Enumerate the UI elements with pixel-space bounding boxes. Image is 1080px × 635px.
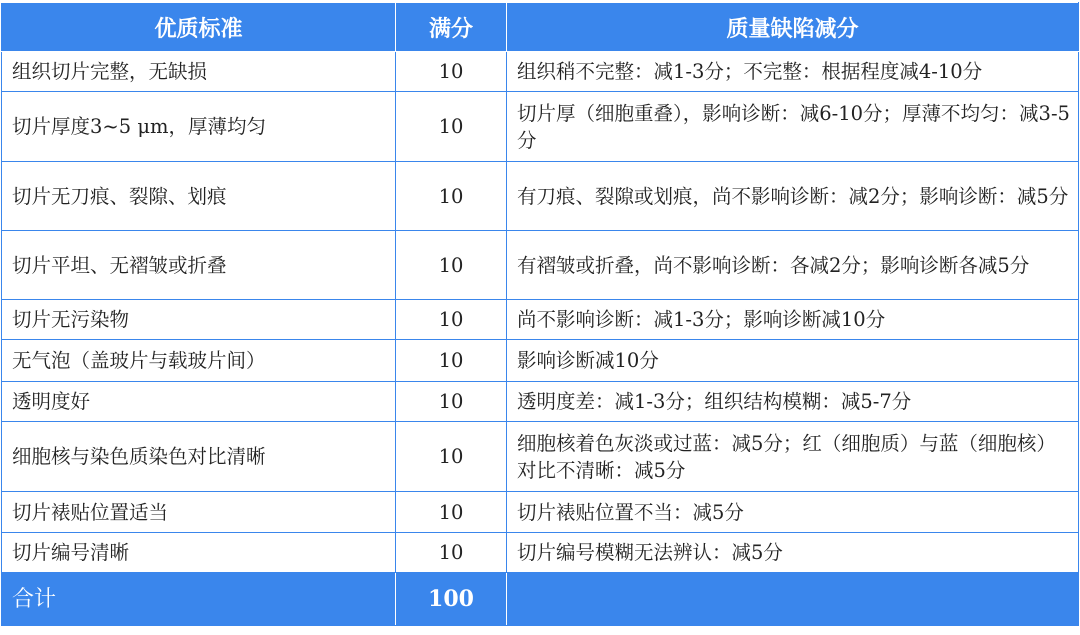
standard-cell: 组织切片完整，无缺损	[2, 52, 396, 92]
standard-cell: 切片编号清晰	[2, 533, 396, 573]
score-cell: 10	[396, 382, 507, 422]
score-cell: 10	[396, 422, 507, 492]
table-row	[2, 533, 1079, 573]
score-cell: 10	[396, 231, 507, 300]
header-deduction: 质量缺陷减分	[507, 3, 1079, 52]
score-cell: 10	[396, 300, 507, 340]
deduction-cell: 切片裱贴位置不当：减5分	[507, 492, 1079, 533]
total-row	[2, 573, 1079, 626]
table-row	[2, 340, 1079, 382]
score-cell: 10	[396, 52, 507, 92]
table-row	[2, 300, 1079, 340]
score-cell: 10	[396, 492, 507, 533]
deduction-cell: 切片编号模糊无法辨认：减5分	[507, 533, 1079, 573]
standard-cell: 切片平坦、无褶皱或折叠	[2, 231, 396, 300]
deduction-cell: 组织稍不完整：减1-3分；不完整：根据程度减4-10分	[507, 52, 1079, 92]
table-row	[2, 52, 1079, 92]
standard-cell: 无气泡（盖玻片与载玻片间）	[2, 340, 396, 382]
quality-score-table	[1, 2, 1079, 626]
table-row	[2, 231, 1079, 300]
score-cell: 10	[396, 533, 507, 573]
deduction-cell: 有刀痕、裂隙或划痕，尚不影响诊断：减2分；影响诊断：减5分	[507, 162, 1079, 231]
standard-cell: 细胞核与染色质染色对比清晰	[2, 422, 396, 492]
deduction-cell: 透明度差：减1-3分；组织结构模糊：减5-7分	[507, 382, 1079, 422]
total-label: 合计	[2, 573, 396, 626]
standard-cell: 透明度好	[2, 382, 396, 422]
deduction-cell: 尚不影响诊断：减1-3分；影响诊断减10分	[507, 300, 1079, 340]
header-full-score: 满分	[396, 3, 507, 52]
deduction-cell: 切片厚（细胞重叠），影响诊断：减6-10分；厚薄不均匀：减3-5分	[507, 92, 1079, 162]
table-row	[2, 422, 1079, 492]
header-standard: 优质标准	[2, 3, 396, 52]
total-score: 100	[396, 573, 507, 626]
table-row	[2, 382, 1079, 422]
standard-cell: 切片无刀痕、裂隙、划痕	[2, 162, 396, 231]
table-row	[2, 162, 1079, 231]
score-cell: 10	[396, 340, 507, 382]
deduction-cell: 有褶皱或折叠，尚不影响诊断：各减2分；影响诊断各减5分	[507, 231, 1079, 300]
table-row	[2, 92, 1079, 162]
score-cell: 10	[396, 162, 507, 231]
table-header-row	[2, 3, 1079, 52]
score-cell: 10	[396, 92, 507, 162]
standard-cell: 切片厚度3~5 μm，厚薄均匀	[2, 92, 396, 162]
deduction-cell: 影响诊断减10分	[507, 340, 1079, 382]
total-deduction	[507, 573, 1079, 626]
table-row	[2, 492, 1079, 533]
deduction-cell: 细胞核着色灰淡或过蓝：减5分；红（细胞质）与蓝（细胞核）对比不清晰：减5分	[507, 422, 1079, 492]
standard-cell: 切片无污染物	[2, 300, 396, 340]
standard-cell: 切片裱贴位置适当	[2, 492, 396, 533]
